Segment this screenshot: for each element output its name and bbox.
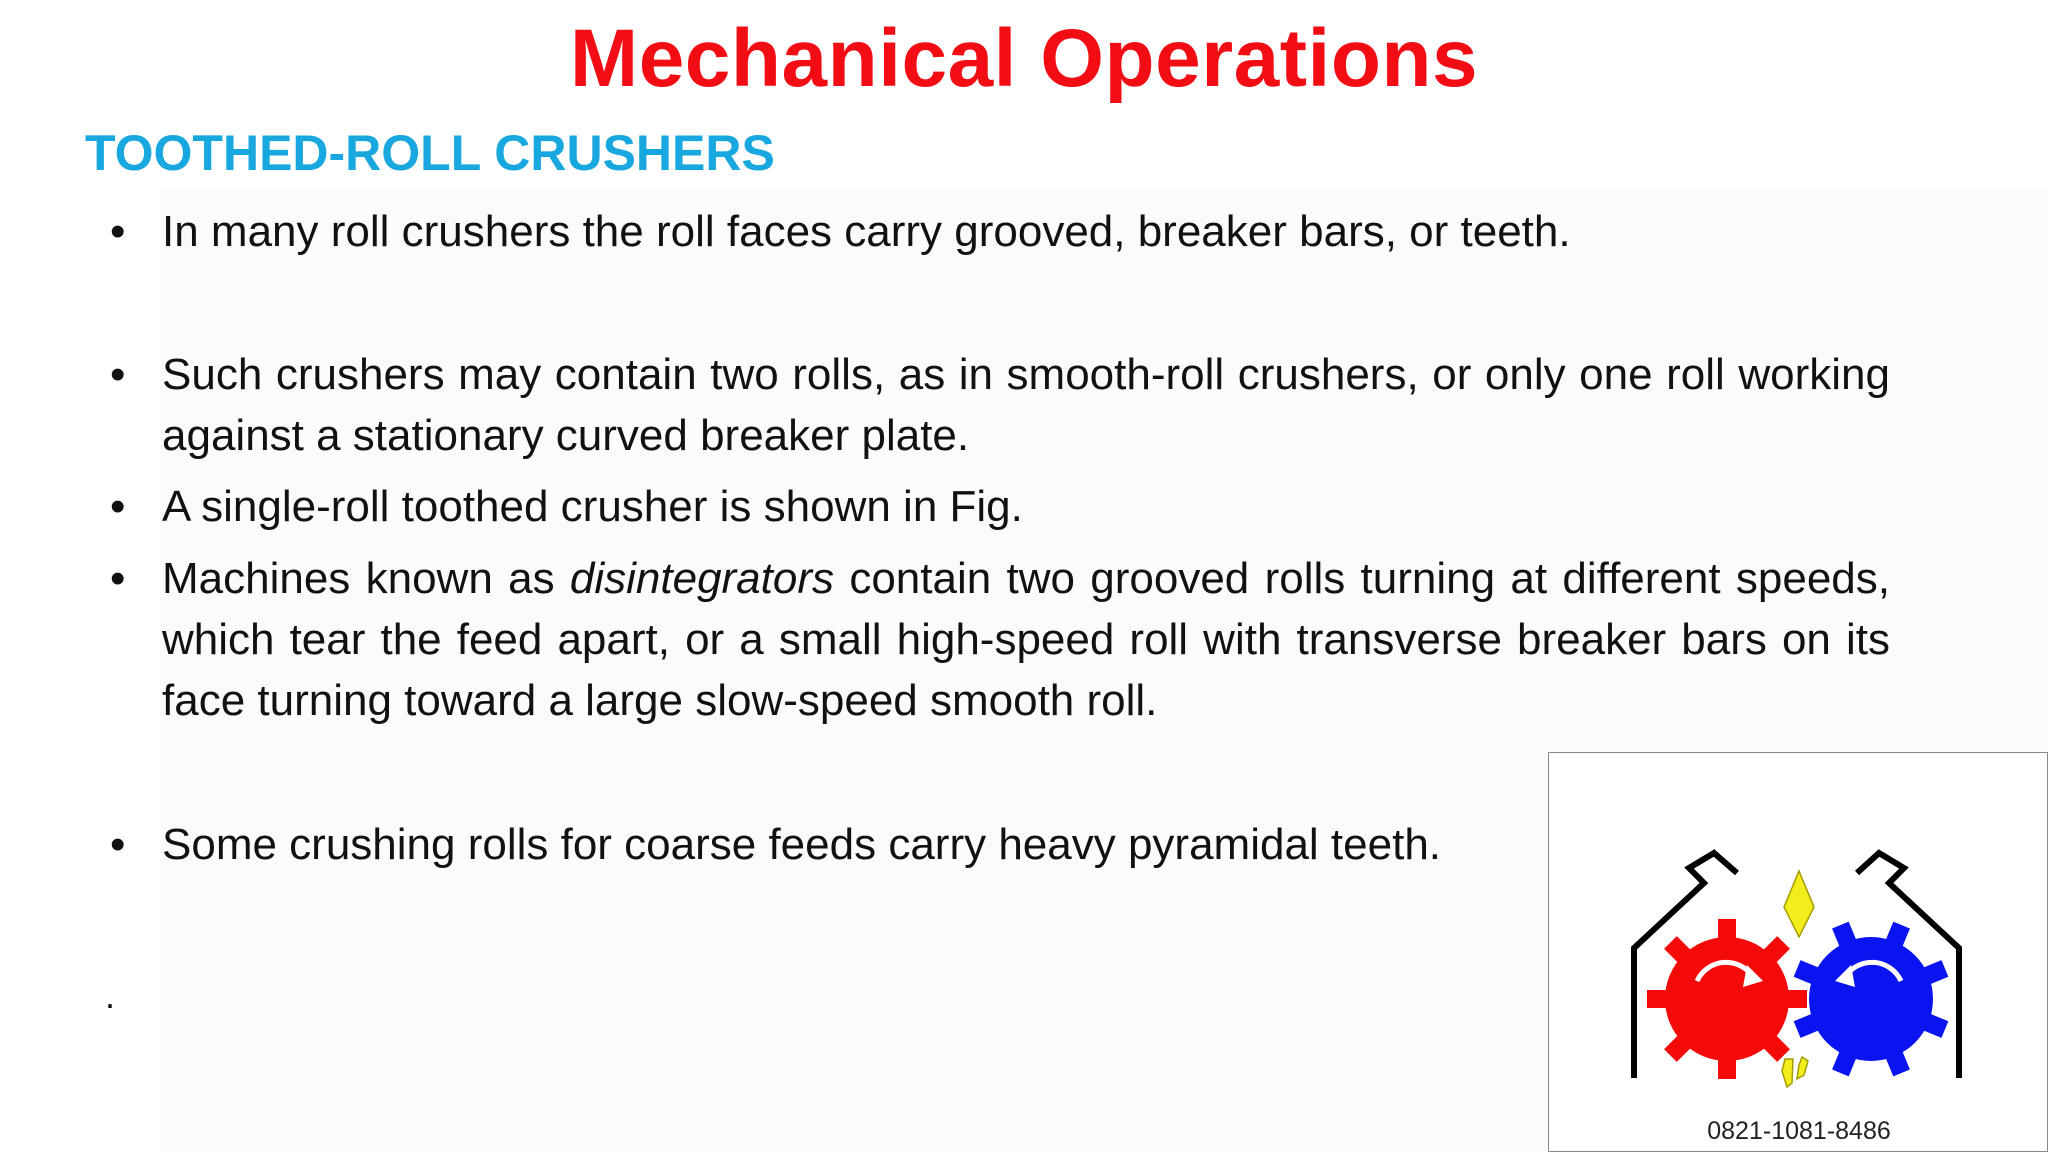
- bullet-text-part: contain two grooved rolls turning at different speeds, which tear the feed apart, or a small high-speed roll with transverse breaker bars on its face turning toward a large slow-speed smooth roll.: [162, 554, 1890, 725]
- bullet-marker: •: [110, 207, 126, 256]
- feed-particle-icon: [1782, 1057, 1808, 1087]
- stray-mark: .: [105, 975, 116, 1016]
- bullet-marker: •: [110, 820, 126, 869]
- crusher-figure: [1548, 752, 2048, 1152]
- bullet-marker: •: [110, 554, 126, 603]
- bullet-text: A single-roll toothed crusher is shown in Fig.: [162, 482, 1023, 531]
- bullet-text: Some crushing rolls for coarse feeds carry heavy pyramidal teeth.: [162, 820, 1442, 869]
- bullet-marker: •: [110, 482, 126, 531]
- emphasized-term: disintegrators: [569, 554, 835, 603]
- crusher-diagram: [1549, 753, 2048, 1153]
- bullet-marker: •: [110, 350, 126, 399]
- section-heading: TOOTHED-ROLL CRUSHERS: [85, 125, 775, 181]
- bullet-text: [162, 548, 1890, 731]
- bullet-text-part: Machines known as: [162, 554, 570, 603]
- bullet-text: Such crushers may contain two rolls, as in smooth-roll crushers, or only one roll working against a stationary curved breaker plate.: [162, 350, 1890, 460]
- slide-title: Mechanical Operations: [569, 13, 1479, 104]
- red-toothed-roll-icon: [1647, 919, 1807, 1079]
- bullet-text: In many roll crushers the roll faces carry grooved, breaker bars, or teeth.: [162, 207, 1571, 256]
- feed-particle-icon: [1784, 871, 1814, 937]
- phone-number: 0821-1081-8486: [1707, 1117, 1891, 1145]
